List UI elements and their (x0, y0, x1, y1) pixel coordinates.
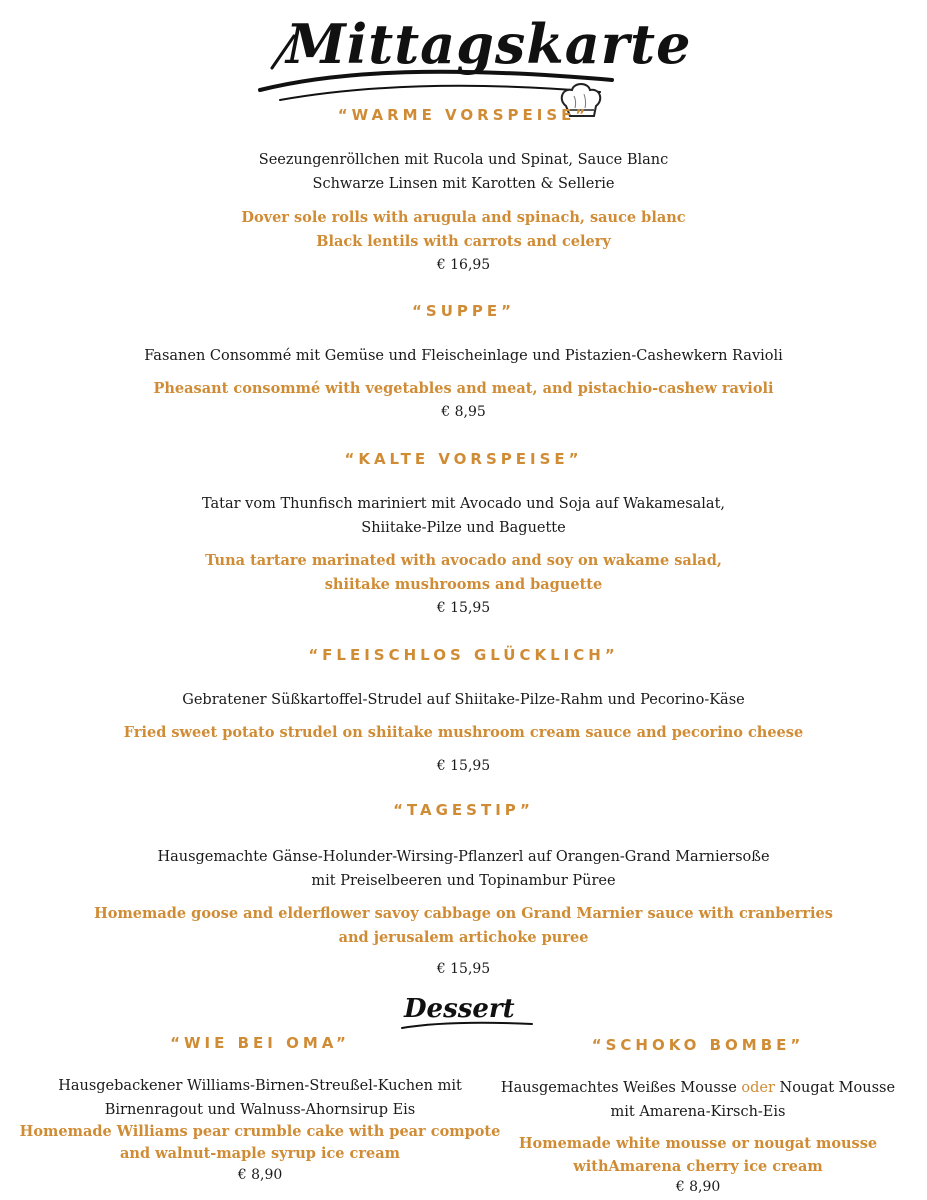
dish-de-line: Fasanen Consommé mit Gemüse und Fleischeinlage und Pistazien-Cashewkern Ravioli (144, 348, 783, 364)
dish-de-line: Gebratener Süßkartoffel-Strudel auf Shiitake-Pilze-Rahm und Pecorino-Käse (182, 692, 745, 708)
dish-price: € 15,95 (436, 758, 491, 774)
dish-de-line: Shiitake-Pilze und Baguette (361, 520, 566, 536)
dish-en-line: Black lentils with carrots and celery (316, 233, 611, 250)
dish-price: € 16,95 (436, 257, 491, 273)
section-heading-suppe: “SUPPE” (412, 302, 515, 320)
section-heading-kalte-vorspeise: “KALTE VORSPEISE” (344, 450, 583, 468)
dish-en-line: Tuna tartare marinated with avocado and soy on wakame salad, (205, 552, 722, 569)
dish-en-line: Homemade Williams pear crumble cake with pear compote (19, 1123, 501, 1140)
dish-en-line: Pheasant consommé with vegetables and meat, and pistachio-cashew ravioli (153, 380, 774, 397)
dish-price: € 8,90 (237, 1167, 283, 1183)
dish-en-line: Homemade goose and elderflower savoy cabbage on Grand Marnier sauce with cranberries (94, 905, 833, 922)
dish-de-text: Nougat Mousse (774, 1080, 896, 1096)
dish-en-line: Homemade white mousse or nougat mousse (518, 1135, 878, 1152)
dish-en-line: shiitake mushrooms and baguette (324, 576, 603, 593)
dish-price: € 15,95 (436, 600, 491, 616)
dish-price: € 8,90 (675, 1179, 721, 1195)
dish-en-line: withAmarena cherry ice cream (573, 1158, 823, 1175)
dish-de-line: Tatar vom Thunfisch mariniert mit Avocado und Soja auf Wakamesalat, (201, 496, 726, 512)
dish-en-line: Fried sweet potato strudel on shiitake mushroom cream sauce and pecorino cheese (123, 724, 804, 741)
dish-de-line: mit Preiselbeeren und Topinambur Püree (311, 873, 616, 889)
dish-de-line (478, 1076, 918, 1100)
dish-de-line: Schwarze Linsen mit Karotten & Sellerie (312, 176, 615, 192)
dish-de-line: mit Amarena-Kirsch-Eis (610, 1104, 786, 1120)
dish-de-line: Hausgebackener Williams-Birnen-Streußel-Kuchen mit (58, 1078, 462, 1094)
dessert-title: Dessert (404, 994, 515, 1024)
dish-de-text: Hausgemachtes Weißes Mousse (500, 1080, 742, 1096)
dish-de-line: Seezungenröllchen mit Rucola und Spinat, Sauce Blanc (258, 152, 669, 168)
section-heading-wie-bei-oma: “WIE BEI OMA” (170, 1034, 350, 1052)
page-title: Mittagskarte (286, 12, 692, 76)
dish-en-line: Dover sole rolls with arugula and spinach, sauce blanc (241, 209, 686, 226)
section-heading-warme-vorspeise: “WARME VORSPEISE” (337, 106, 590, 124)
dish-en-line: and jerusalem artichoke puree (338, 929, 589, 946)
dish-en-line: and walnut-maple syrup ice cream (120, 1145, 400, 1162)
dish-de-line: Birnenragout und Walnuss-Ahornsirup Eis (104, 1102, 416, 1118)
dish-price: € 8,95 (441, 404, 486, 420)
dish-price: € 15,95 (436, 961, 491, 977)
dish-de-line: Hausgemachte Gänse-Holunder-Wirsing-Pflanzerl auf Orangen-Grand Marniersoße (157, 849, 770, 865)
dish-de-highlight: oder (741, 1080, 775, 1096)
section-heading-schoko-bombe: “SCHOKO BOMBE” (591, 1036, 805, 1054)
section-heading-fleischlos-gluecklich: “FLEISCHLOS GLÜCKLICH” (308, 646, 619, 664)
section-heading-tagestip: “TAGESTIP” (393, 801, 534, 819)
